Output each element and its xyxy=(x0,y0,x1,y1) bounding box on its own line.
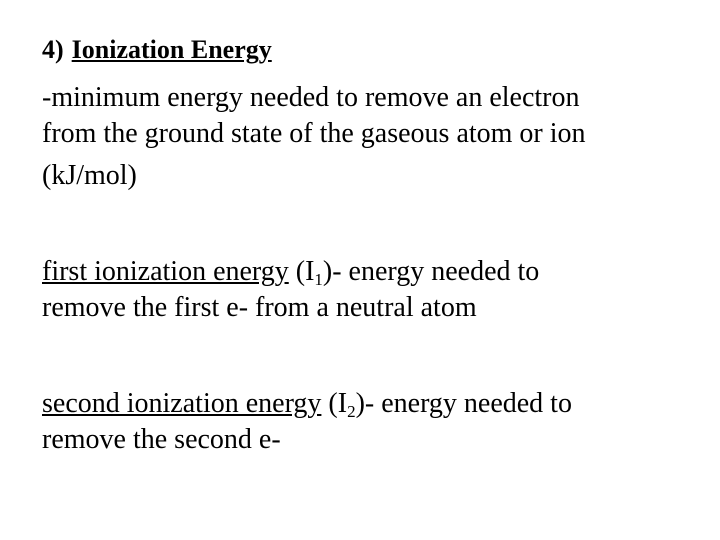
first-ionization-block xyxy=(42,254,539,326)
first-ionization-symbol-close: )- energy needed to xyxy=(322,256,540,287)
definition-line-1: -minimum energy needed to remove an electron xyxy=(42,82,580,113)
definition-units: (kJ/mol) xyxy=(42,160,137,191)
definition-block xyxy=(42,80,586,194)
definition-line-2: from the ground state of the gaseous atom or ion xyxy=(42,118,586,149)
second-ionization-subscript: 2 xyxy=(347,402,356,421)
first-ionization-line-2: remove the first e- from a neutral atom xyxy=(42,292,477,323)
first-ionization-subscript: 1 xyxy=(314,270,323,289)
section-heading xyxy=(42,34,272,66)
first-ionization-line-1 xyxy=(42,254,539,290)
second-ionization-line-2: remove the second e- xyxy=(42,424,281,455)
second-ionization-symbol-open: (I xyxy=(321,388,348,419)
section-title: Ionization Energy xyxy=(71,35,272,64)
first-ionization-term: first ionization energy xyxy=(42,256,289,287)
section-number: 4) xyxy=(42,35,64,64)
second-ionization-symbol-close: )- energy needed to xyxy=(355,388,572,419)
second-ionization-line-1 xyxy=(42,386,572,422)
second-ionization-term: second ionization energy xyxy=(42,388,322,419)
second-ionization-block xyxy=(42,386,572,458)
first-ionization-symbol-open: (I xyxy=(288,256,315,287)
